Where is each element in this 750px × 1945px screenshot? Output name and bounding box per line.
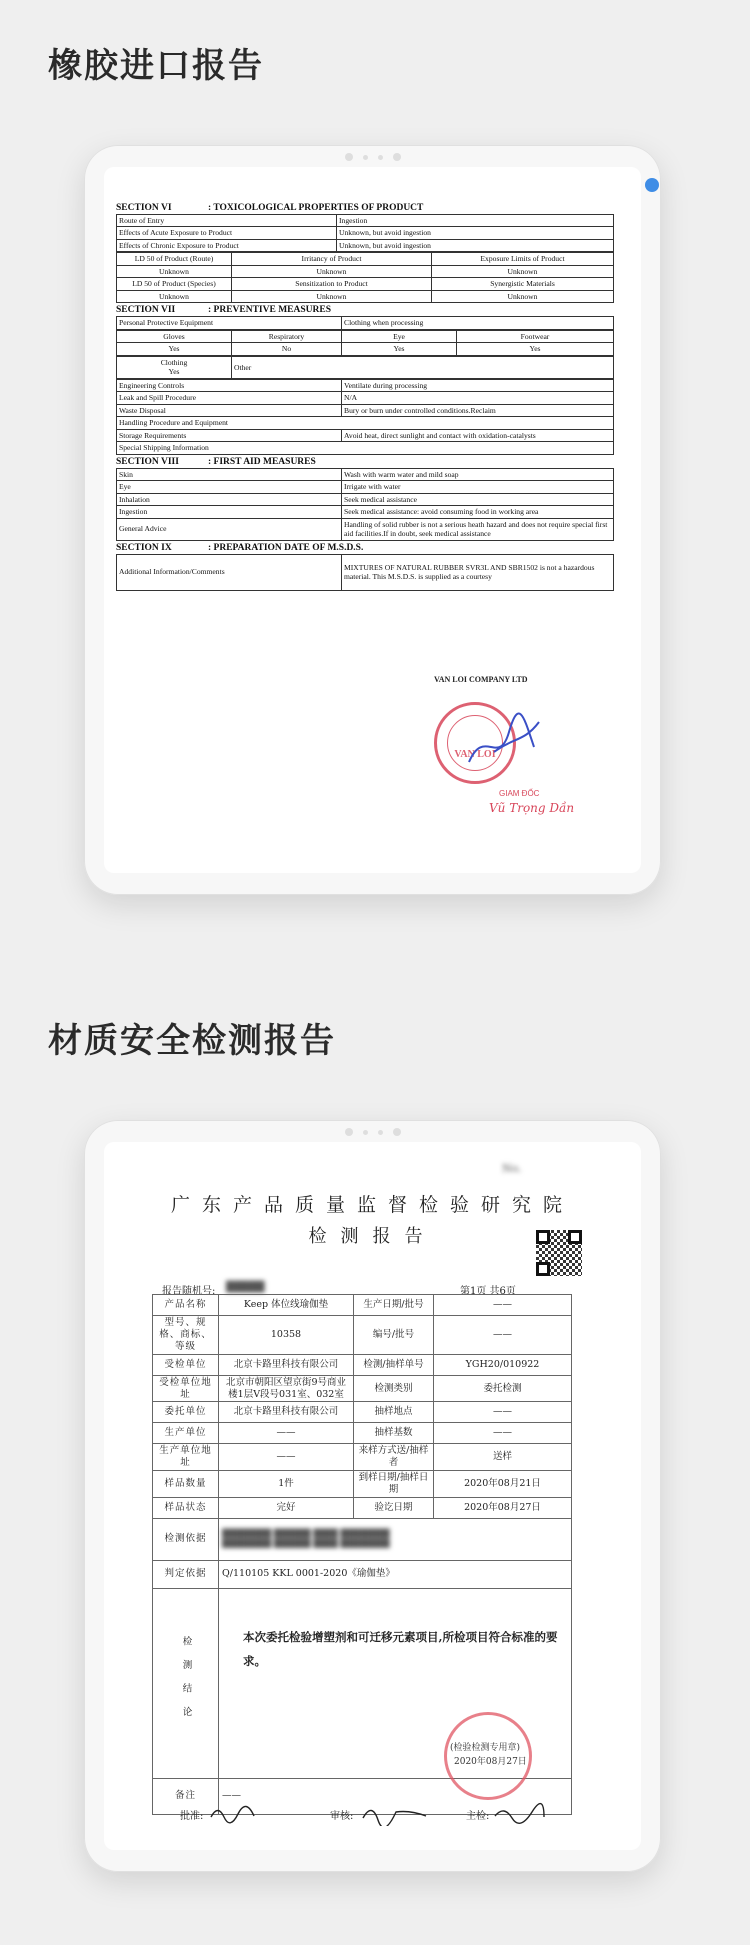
msds-screen xyxy=(104,167,641,873)
table-row: 型号、规格、商标、等级 10358 编号/批号 —— xyxy=(153,1316,572,1355)
camera-bar xyxy=(345,153,401,161)
table-row: Ingestion Seek medical assistance: avoid consuming food in working area xyxy=(117,506,614,518)
signer-name: Vũ Trọng Dần xyxy=(489,801,575,815)
table-row: Leak and Spill Procedure N/A xyxy=(117,392,614,404)
approve-label: 批准: xyxy=(180,1811,204,1822)
table-row: 检测结论 本次委托检验增塑剂和可迁移元素项目,所检项目符合标准的要求。 xyxy=(153,1588,572,1778)
qr-code xyxy=(536,1230,582,1276)
table-row: Eye Irrigate with water xyxy=(117,481,614,493)
table-row: 样品数量 1件 到样日期/抽样日期 2020年08月21日 xyxy=(153,1471,572,1498)
approve-signature xyxy=(208,1802,258,1824)
msds-document xyxy=(116,201,614,591)
report-no-value: █████ xyxy=(226,1282,265,1293)
section-7-ppe: Personal Protective Equipment Clothing when processing xyxy=(116,316,614,329)
section-9-heading: SECTION IX : PREPARATION DATE OF M.S.D.S. xyxy=(116,542,364,553)
section-7-clothing: Clothing Yes Other xyxy=(116,356,614,379)
table-row: Skin Wash with warm water and mild soap xyxy=(117,468,614,480)
table-row: 受检单位地址 北京市朝阳区望京街9号商业楼1层V段号031室、032室 检测类别 委托检测 xyxy=(153,1375,572,1402)
report-title: 检测报告 xyxy=(308,1226,437,1247)
table-row: 备注 —— xyxy=(153,1778,572,1814)
company-name: VAN LOI COMPANY LTD xyxy=(434,675,528,684)
section-7-heading: SECTION VII : PREVENTIVE MEASURES xyxy=(116,305,331,316)
table-row: Special Shipping Information xyxy=(117,442,614,454)
section-8-heading: SECTION VIII : FIRST AID MEASURES xyxy=(116,456,316,467)
table-row: Storage Requirements Avoid heat, direct sunlight and contact with oxidation-catalysts xyxy=(117,429,614,441)
table-row: 委托单位 北京卡路里科技有限公司 抽样地点 —— xyxy=(153,1402,572,1423)
section-7-grid: Gloves Respiratory Eye Footwear Yes No Yes Yes xyxy=(116,330,614,356)
section-9-table xyxy=(116,554,614,591)
table-row: 生产单位地址 —— 来样方式送/抽样者 送样 xyxy=(153,1444,572,1471)
table-row: Handling Procedure and Equipment xyxy=(117,417,614,429)
stamp-label: (检验检测专用章) xyxy=(450,1743,521,1753)
section-8-table xyxy=(116,468,614,541)
table-row: 检测依据 ████████ ██████ ████ ████████ ████████ ██████ ████ ████████ xyxy=(153,1518,572,1560)
table-row: Additional Information/Comments MIXTURES OF NATURAL RUBBER SVR3L AND SBR1502 is not a hazardous material. This M.S.D.S. is supplied as a courtesy xyxy=(117,554,614,590)
section-title-import: 橡胶进口报告 xyxy=(48,46,264,86)
signature-image xyxy=(464,707,544,777)
review-label: 审核: xyxy=(330,1811,354,1822)
cert-screen xyxy=(104,1142,641,1850)
table-row: 受检单位 北京卡路里科技有限公司 检测/抽样单号 YGH20/010922 xyxy=(153,1354,572,1375)
stamp-text: VAN LOI xyxy=(454,749,496,760)
main-test-signature xyxy=(492,1802,548,1826)
table-row: Engineering Controls Ventilate during processing xyxy=(117,379,614,391)
page-info: 第1页 共6页 xyxy=(460,1286,516,1297)
stamp-date: 2020年08月27日 xyxy=(454,1757,527,1767)
tablet-frame-cert xyxy=(84,1120,661,1872)
table-row: Effects of Acute Exposure to Product Unknown, but avoid ingestion xyxy=(117,227,614,239)
section-title-safety: 材质安全检测报告 xyxy=(48,1021,336,1061)
table-row: 产品名称 Keep 体位线瑜伽垫 生产日期/批号 —— xyxy=(153,1295,572,1316)
director-title: GIAM ĐỐC xyxy=(499,789,540,798)
camera-bar xyxy=(345,1128,401,1136)
table-row: General Advice Handling of solid rubber is not a serious heath hazard and does not require special first aid facilities.If in doubt, seek medical assistance xyxy=(117,518,614,540)
table-row: Waste Disposal Bury or burn under controlled conditions.Reclaim xyxy=(117,404,614,416)
table-row: 样品状态 完好 验讫日期 2020年08月27日 xyxy=(153,1497,572,1518)
section-6-grid: LD 50 of Product (Route) Irritancy of Product Exposure Limits of Product Unknown Unknown Unknown LD 50 of Product (Species) Sensitization to Product Synergistic Materials Unknown Unknown Unknown xyxy=(116,252,614,303)
report-no-label: 报告随机号: xyxy=(162,1286,216,1297)
serial-number: No. xyxy=(502,1162,522,1175)
table-row: Route of Entry Ingestion xyxy=(117,215,614,227)
section-6-table xyxy=(116,214,614,252)
section-6-heading: SECTION VI : TOXICOLOGICAL PROPERTIES OF PRODUCT xyxy=(116,203,424,213)
section-7-table xyxy=(116,379,614,455)
table-row: 判定依据 Q/110105 KKL 0001-2020《瑜伽垫》 xyxy=(153,1560,572,1588)
main-test-label: 主检: xyxy=(466,1811,490,1822)
tablet-frame-msds xyxy=(84,145,661,895)
indicator-dot xyxy=(645,178,659,192)
review-signature xyxy=(360,1802,430,1826)
table-row: 生产单位 —— 抽样基数 —— xyxy=(153,1423,572,1444)
institute-title: 广东产品质量监督检验研究院 xyxy=(170,1194,574,1216)
table-row: Effects of Chronic Exposure to Product Unknown, but avoid ingestion xyxy=(117,239,614,251)
table-row: Inhalation Seek medical assistance xyxy=(117,493,614,505)
